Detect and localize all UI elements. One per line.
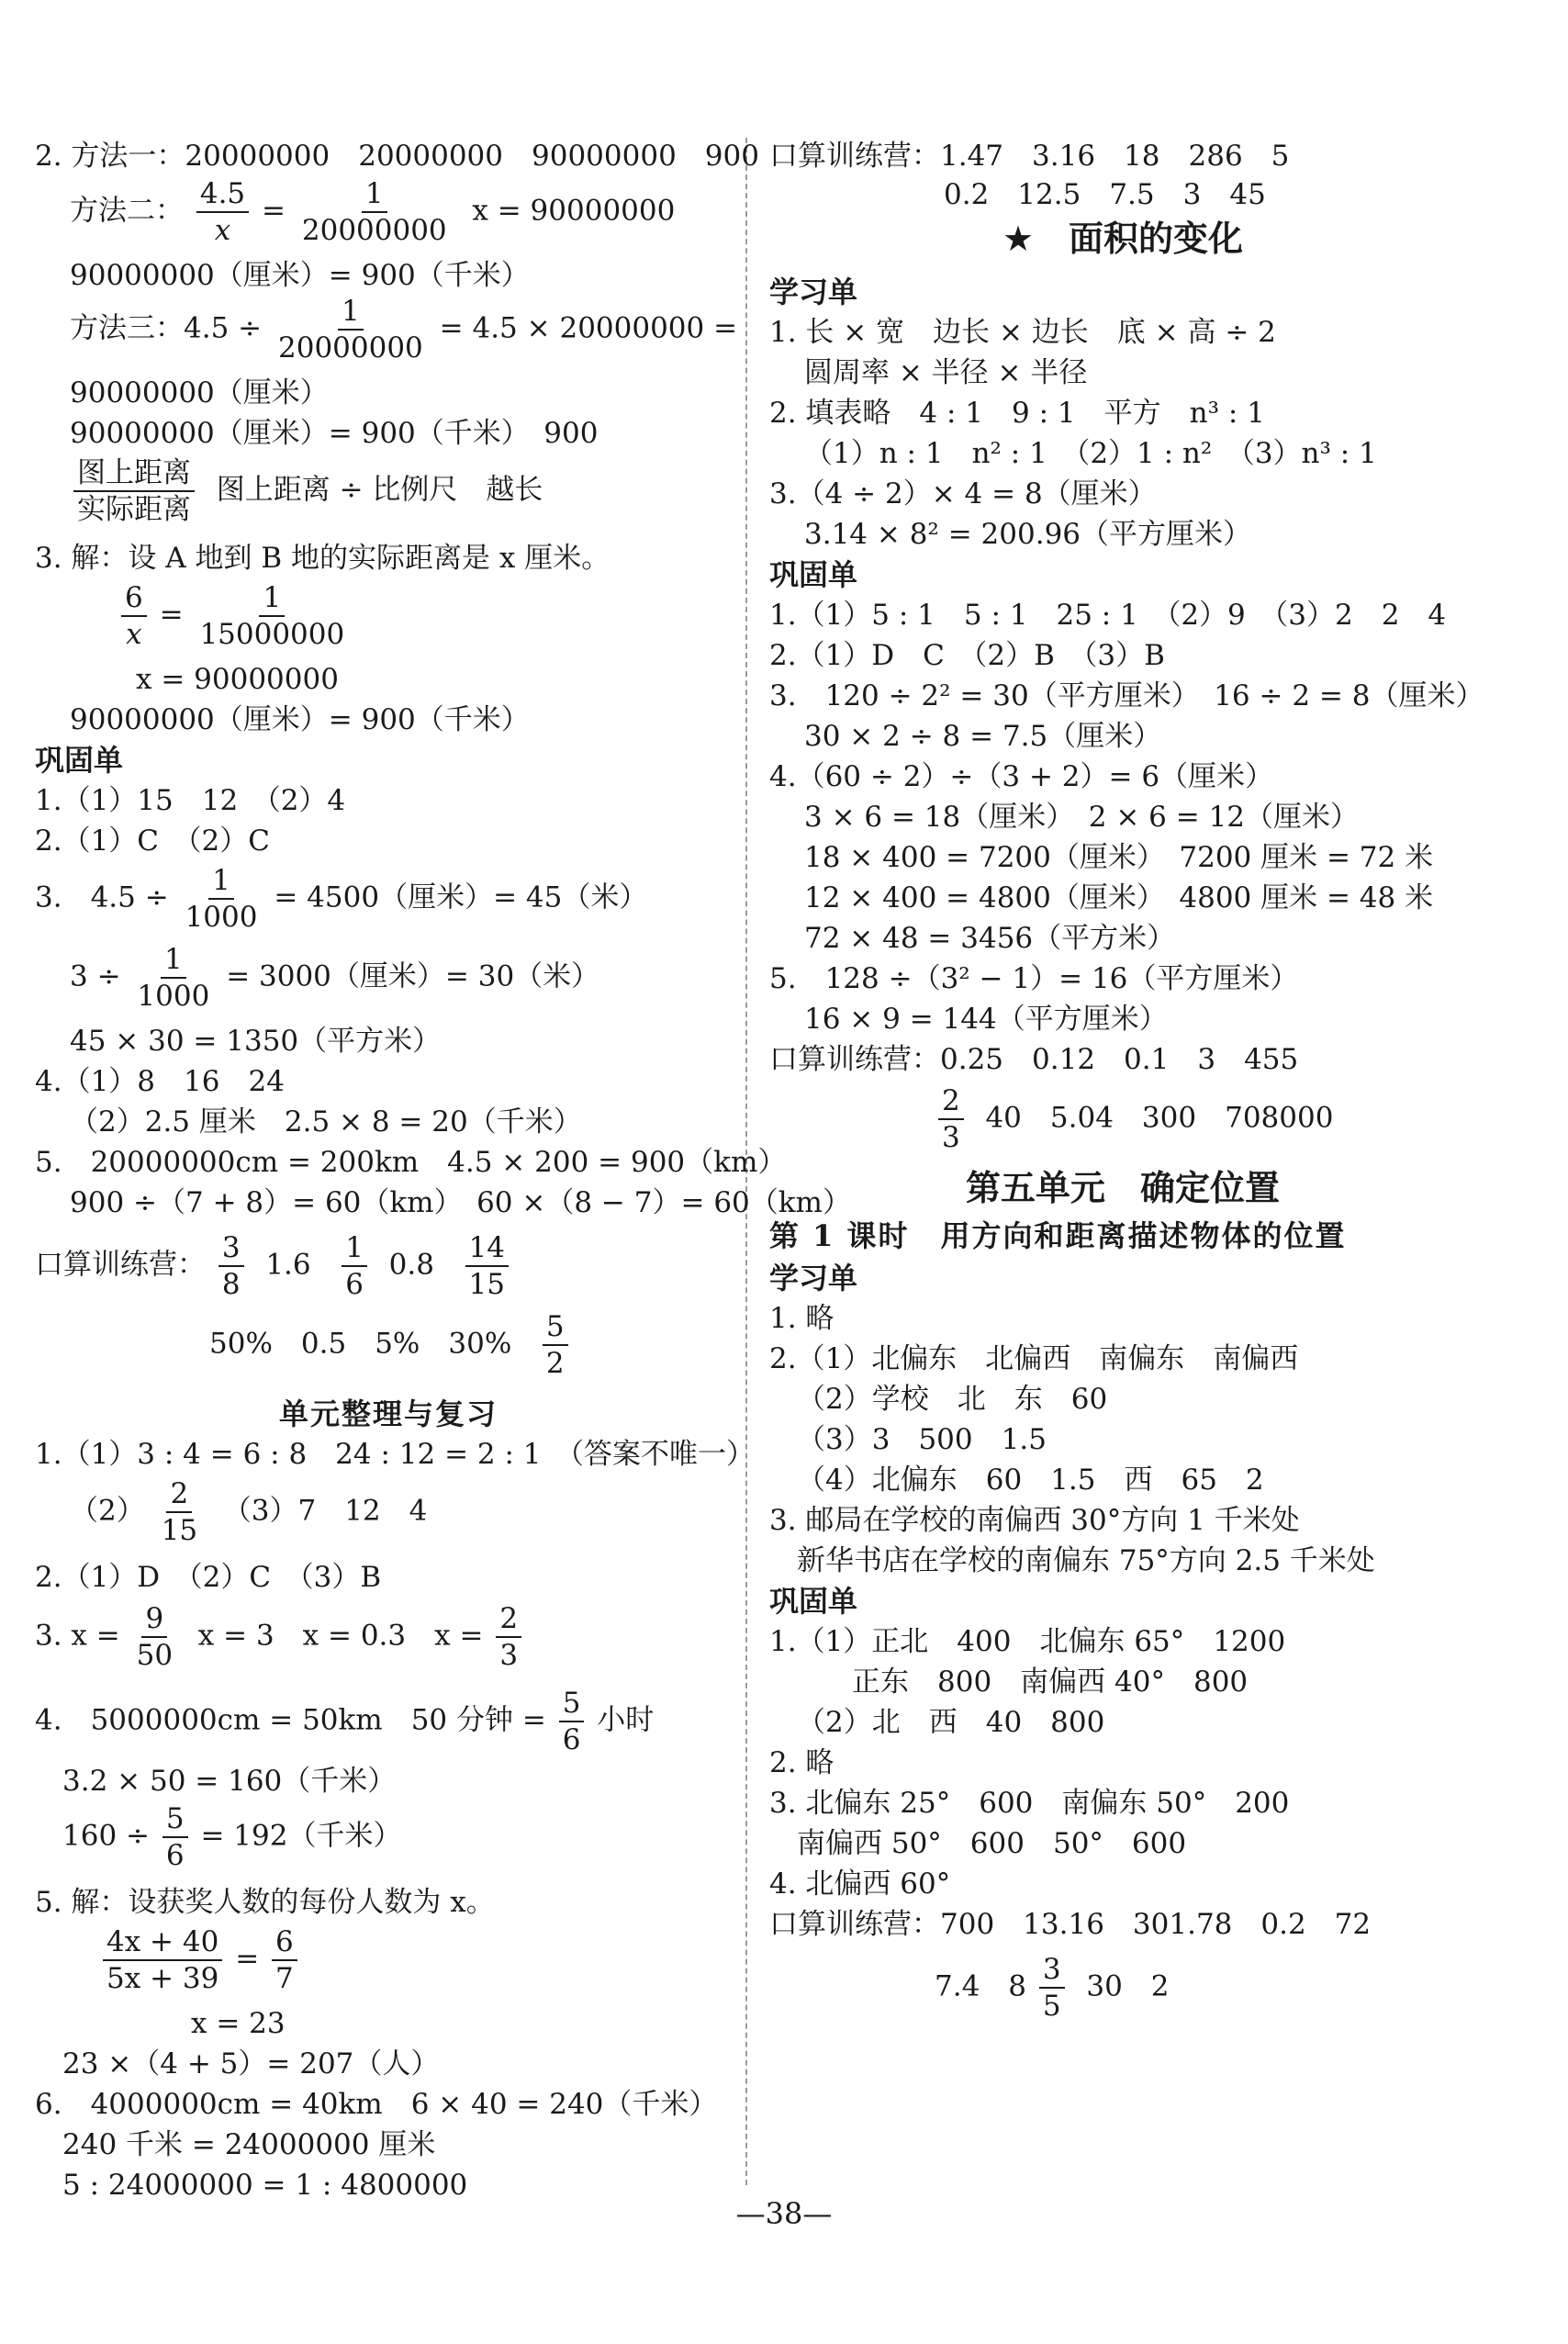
y1: 1.（1）5 : 1 5 : 1 25 : 1 （2）9 （3）2 2 4 — [769, 599, 1447, 632]
z2-d: （4）北偏东 60 1.5 西 65 2 — [797, 1464, 1264, 1497]
review-title: 单元整理与复习 — [278, 1396, 498, 1431]
fraction: $\frac{1}{1000}$ — [185, 864, 258, 934]
x1-b: 圆周率 × 半径 × 半径 — [804, 356, 1088, 389]
g4-b: （2）2.5 厘米 2.5 × 8 = 20（千米） — [70, 1105, 582, 1138]
unit5-title: 第五单元 确定位置 — [965, 1168, 1280, 1208]
fraction: $\frac{5}{2}$ — [543, 1309, 568, 1381]
z3-a: 3. 邮局在学校的南偏西 30°方向 1 千米处 — [769, 1504, 1300, 1537]
r2: 2.（1）D （2）C （3）B — [35, 1561, 382, 1594]
y5-a: 5. 128 ÷（3² − 1）= 16（平方厘米） — [769, 962, 1299, 995]
kousuan2-b: $\frac{2}{3}$ 40 5.04 300 708000 — [935, 1083, 1333, 1155]
r6-b: 240 千米 = 24000000 厘米 — [62, 2128, 436, 2161]
fraction: $\frac{2}{3}$ — [938, 1083, 964, 1155]
g1: 1.（1）15 12 （2）4 — [35, 784, 346, 817]
fraction: $\frac{5}{6}$ — [162, 1801, 188, 1873]
q2-method3: 方法三：4.5 ÷ $\frac{1}{20000000}$ = 4.5 × 20000000 = — [70, 295, 738, 364]
kousuan-line2: 50% 0.5 5% 30% $\frac{5}{2}$ — [209, 1309, 572, 1381]
fraction: $\frac{5}{6}$ — [559, 1686, 585, 1757]
fraction: $\frac{6}{x}$ — [121, 580, 147, 652]
w1-c: （2）北 西 40 800 — [797, 1706, 1105, 1739]
gonggu-title-right: 巩固单 — [769, 557, 858, 592]
y3-a: 3. 120 ÷ 2² = 30（平方厘米） 16 ÷ 2 = 8（厘米） — [769, 679, 1484, 712]
r3: 3. x = $\frac{9}{50}$ x = 3 x = 0.3 x = $\frac{2}{3}$ — [35, 1601, 525, 1673]
r6-a: 6. 4000000cm = 40km 6 × 40 = 240（千米） — [35, 2088, 718, 2121]
x3-b: 3.14 × 8² = 200.96（平方厘米） — [804, 518, 1252, 551]
r1-b: （2） $\frac{2}{15}$ （3）7 12 4 — [70, 1477, 428, 1547]
kousuan2-a: 口算训练营：0.25 0.12 0.1 3 455 — [769, 1043, 1299, 1076]
xuexi-title: 学习单 — [769, 275, 858, 309]
x1-a: 1. 长 × 宽 边长 × 边长 底 × 高 ÷ 2 — [769, 316, 1276, 349]
fraction: $\frac{3}{8}$ — [218, 1230, 244, 1302]
y2: 2.（1）D C （2）B （3）B — [769, 639, 1165, 672]
kousuan3-b: 7.4 8 $\frac{3}{5}$ 30 2 — [935, 1953, 1170, 2023]
page-number: —38— — [735, 2196, 833, 2231]
y5-b: 16 × 9 = 144（平方厘米） — [804, 1003, 1168, 1036]
r6-c: 5 : 24000000 = 1 : 4800000 — [62, 2169, 468, 2202]
fraction: $\frac{2}{15}$ — [161, 1477, 198, 1547]
fraction: $\frac{1}{1000}$ — [137, 943, 210, 1013]
fraction: $\frac{1}{20000000}$ — [278, 295, 423, 364]
q2-line6: 90000000（厘米）= 900（千米） 900 — [70, 417, 599, 450]
r4-c: 160 ÷ $\frac{5}{6}$ = 192（千米） — [62, 1802, 402, 1872]
gonggu-title: 巩固单 — [35, 743, 124, 778]
fraction: $\frac{14}{15}$ — [465, 1230, 509, 1302]
y4-a: 4.（60 ÷ 2）÷（3 + 2）= 6（厘米） — [769, 760, 1274, 793]
g3-line2: 3 ÷ $\frac{1}{1000}$ = 3000（厘米）= 30（米） — [70, 943, 600, 1013]
q3-line1: 3. 解：设 A 地到 B 地的实际距离是 x 厘米。 — [35, 542, 610, 575]
fraction: $\frac{1}{20000000}$ — [301, 177, 447, 247]
x3-a: 3.（4 ÷ 2）× 4 = 8（厘米） — [769, 477, 1157, 510]
x2-a: 2. 填表略 4 : 1 9 : 1 平方 n³ : 1 — [769, 397, 1265, 430]
r5-c: x = 23 — [191, 2007, 286, 2040]
q3-equation: $\frac{6}{x}$ = $\frac{1}{15000000}$ — [118, 580, 352, 652]
x2-b: （1）n : 1 n² : 1 （2）1 : n² （3）n³ : 1 — [804, 437, 1377, 470]
q3-line3: x = 90000000 — [136, 663, 339, 696]
gonggu2-title: 巩固单 — [769, 1584, 858, 1619]
g3-line1: 3. 4.5 ÷ $\frac{1}{1000}$ = 4500（厘米）= 45（米） — [35, 864, 648, 934]
kousuan3-a: 口算训练营：700 13.16 301.78 0.2 72 — [769, 1908, 1372, 1941]
w4: 4. 北偏西 60° — [769, 1867, 951, 1901]
q3-line4: 90000000（厘米）= 900（千米） — [70, 703, 530, 736]
z2-a: 2.（1）北偏东 北偏西 南偏东 南偏西 — [769, 1342, 1299, 1375]
kousuan1-b: 0.2 12.5 7.5 3 45 — [944, 178, 1266, 211]
fraction: $\frac{\text{图上距离}}{\text{实际距离}}$ — [73, 455, 195, 527]
fraction: $\frac{1}{6}$ — [342, 1230, 367, 1302]
w2: 2. 略 — [769, 1746, 834, 1779]
lesson1-title: 第 1 课时 用方向和距离描述物体的位置 — [769, 1218, 1347, 1253]
g4-a: 4.（1）8 16 24 — [35, 1065, 285, 1098]
y4-d: 12 × 400 = 4800（厘米） 4800 厘米 = 48 米 — [804, 881, 1434, 914]
fraction: $\frac{2}{3}$ — [496, 1601, 521, 1673]
g5-a: 5. 20000000cm = 200km 4.5 × 200 = 900（km） — [35, 1146, 787, 1179]
q2-method2: 方法二： $\frac{4.5}{x}$ = $\frac{1}{20000000}$ x = 90000000 — [70, 177, 676, 247]
fraction: $\frac{1}{15000000}$ — [199, 581, 345, 651]
y4-e: 72 × 48 = 3456（平方米） — [804, 922, 1176, 955]
kousuan1-a: 口算训练营：1.47 3.16 18 286 5 — [769, 140, 1290, 173]
g5-b: 900 ÷（7 + 8）= 60（km） 60 ×（8 − 7）= 60（km） — [70, 1186, 851, 1219]
r4-b: 3.2 × 50 = 160（千米） — [62, 1765, 397, 1798]
g3-line3: 45 × 30 = 1350（平方米） — [70, 1025, 442, 1058]
fraction: $\frac{9}{50}$ — [136, 1602, 174, 1672]
r5-a: 5. 解：设获奖人数的每份人数为 x。 — [35, 1886, 495, 1919]
q2-line5: 90000000（厘米） — [70, 376, 329, 409]
w1-b: 正东 800 南偏西 40° 800 — [852, 1665, 1249, 1699]
z2-c: （3）3 500 1.5 — [797, 1423, 1047, 1456]
q2-ratio: $\frac{\text{图上距离}}{\text{实际距离}}$ 图上距离 ÷ 比例尺 越长 — [70, 455, 543, 527]
fraction: $\frac{3}{5}$ — [1039, 1952, 1065, 2024]
q2-line3: 90000000（厘米）= 900（千米） — [70, 259, 530, 292]
z3-b: 新华书店在学校的南偏东 75°方向 2.5 千米处 — [797, 1544, 1375, 1577]
w3-b: 南偏西 50° 600 50° 600 — [797, 1827, 1187, 1860]
kousuan-line1: 口算训练营： $\frac{3}{8}$ 1.6 $\frac{1}{6}$ 0.8 $\frac{14}{15}$ — [35, 1230, 512, 1302]
q2-line1: 2. 方法一：20000000 20000000 90000000 900 — [35, 140, 759, 173]
y3-b: 30 × 2 ÷ 8 = 7.5（厘米） — [804, 720, 1162, 753]
z2-b: （2）学校 北 东 60 — [797, 1383, 1108, 1416]
xuexi2-title: 学习单 — [769, 1261, 858, 1295]
r5-d: 23 ×（4 + 5）= 207（人） — [62, 2047, 440, 2080]
r5-equation: $\frac{4x + 40}{5x + 39}$ = $\frac{6}{7}$ — [99, 1924, 301, 1996]
g2: 2.（1）C （2）C — [35, 824, 270, 858]
y4-b: 3 × 6 = 18（厘米） 2 × 6 = 12（厘米） — [804, 801, 1360, 834]
area-change-title: ★ 面积的变化 — [1002, 219, 1244, 259]
r1-a: 1.（1）3 : 4 = 6 : 8 24 : 12 = 2 : 1 （答案不唯一） — [35, 1438, 756, 1471]
r4-a: 4. 5000000cm = 50km 50 分钟 = $\frac{5}{6}$ 小时 — [35, 1687, 655, 1756]
fraction: $\frac{6}{7}$ — [272, 1924, 297, 1996]
fraction: $\frac{4x + 40}{5x + 39}$ — [103, 1924, 222, 1996]
fraction: $\frac{4.5}{x}$ — [196, 176, 249, 248]
z1: 1. 略 — [769, 1302, 834, 1335]
w3-a: 3. 北偏东 25° 600 南偏东 50° 200 — [769, 1787, 1290, 1820]
y4-c: 18 × 400 = 7200（厘米） 7200 厘米 = 72 米 — [804, 841, 1434, 874]
w1-a: 1.（1）正北 400 北偏东 65° 1200 — [769, 1625, 1286, 1658]
